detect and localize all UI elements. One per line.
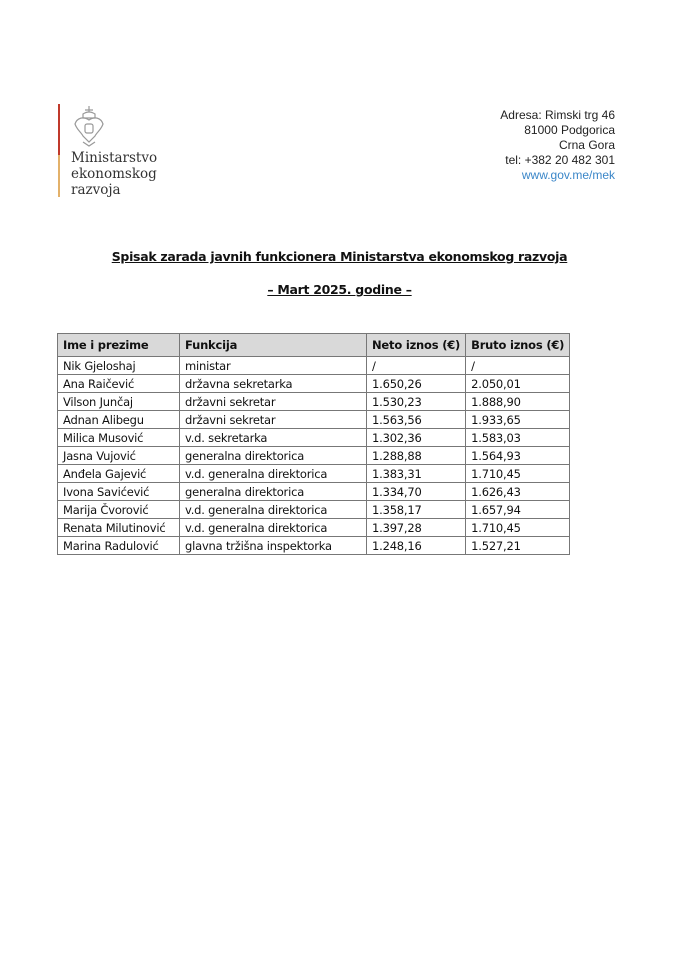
name-cell: Marija Čvorović [58, 501, 180, 519]
document-subtitle: – Mart 2025. godine – [267, 282, 412, 297]
function-cell: generalna direktorica [180, 483, 367, 501]
org-line: ekonomskog [71, 166, 157, 182]
gross-amount-cell: 1.527,21 [466, 537, 570, 555]
name-cell: Marina Radulović [58, 537, 180, 555]
name-cell: Renata Milutinović [58, 519, 180, 537]
column-header: Bruto iznos (€) [466, 334, 570, 357]
function-cell: državni sekretar [180, 393, 367, 411]
function-cell: v.d. generalna direktorica [180, 501, 367, 519]
country-line: Crna Gora [558, 138, 615, 152]
net-amount-cell: 1.334,70 [367, 483, 466, 501]
address-line: Adresa: Rimski trg 46 [500, 108, 615, 122]
gross-amount-cell: 1.564,93 [466, 447, 570, 465]
name-cell: Anđela Gajević [58, 465, 180, 483]
function-cell: generalna direktorica [180, 447, 367, 465]
function-cell: državni sekretar [180, 411, 367, 429]
net-amount-cell: 1.530,23 [367, 393, 466, 411]
net-amount-cell: 1.397,28 [367, 519, 466, 537]
function-cell: ministar [180, 357, 367, 375]
logo-accent-bar [58, 104, 60, 197]
gross-amount-cell: 1.933,65 [466, 411, 570, 429]
net-amount-cell: 1.302,36 [367, 429, 466, 447]
name-cell: Milica Musović [58, 429, 180, 447]
net-amount-cell: 1.563,56 [367, 411, 466, 429]
name-cell: Adnan Alibegu [58, 411, 180, 429]
gross-amount-cell: 2.050,01 [466, 375, 570, 393]
gross-amount-cell: / [466, 357, 570, 375]
column-header: Ime i prezime [58, 334, 180, 357]
function-cell: v.d. sekretarka [180, 429, 367, 447]
table-row [58, 447, 570, 465]
table-row [58, 357, 570, 375]
table-row [58, 465, 570, 483]
name-cell: Nik Gjeloshaj [58, 357, 180, 375]
table-row [58, 375, 570, 393]
postal-line: 81000 Podgorica [524, 123, 615, 137]
org-line: razvoja [71, 182, 121, 198]
table-row [58, 519, 570, 537]
table-row [58, 537, 570, 555]
address-block [500, 108, 615, 183]
net-amount-cell: 1.383,31 [367, 465, 466, 483]
function-cell: v.d. generalna direktorica [180, 519, 367, 537]
net-amount-cell: / [367, 357, 466, 375]
gross-amount-cell: 1.626,43 [466, 483, 570, 501]
name-cell: Vilson Junčaj [58, 393, 180, 411]
table-row [58, 393, 570, 411]
gross-amount-cell: 1.710,45 [466, 519, 570, 537]
column-header: Funkcija [180, 334, 367, 357]
gross-amount-cell: 1.583,03 [466, 429, 570, 447]
table-row [58, 411, 570, 429]
gross-amount-cell: 1.888,90 [466, 393, 570, 411]
table-row [58, 429, 570, 447]
function-cell: glavna tržišna inspektorka [180, 537, 367, 555]
name-cell: Jasna Vujović [58, 447, 180, 465]
org-line: Ministarstvo [71, 150, 158, 166]
net-amount-cell: 1.248,16 [367, 537, 466, 555]
net-amount-cell: 1.650,26 [367, 375, 466, 393]
website-link[interactable]: www.gov.me/mek [521, 168, 615, 182]
net-amount-cell: 1.358,17 [367, 501, 466, 519]
name-cell: Ivona Savićević [58, 483, 180, 501]
ministry-logo-text [71, 150, 157, 198]
table-header-row [58, 334, 570, 357]
function-cell: državna sekretarka [180, 375, 367, 393]
phone-line: tel: +382 20 482 301 [505, 153, 615, 167]
name-cell: Ana Raičević [58, 375, 180, 393]
gross-amount-cell: 1.657,94 [466, 501, 570, 519]
column-header: Neto iznos (€) [367, 334, 466, 357]
gross-amount-cell: 1.710,45 [466, 465, 570, 483]
table-row [58, 483, 570, 501]
coat-of-arms-icon [73, 104, 105, 148]
document-title: Spisak zarada javnih funkcionera Ministarstva ekonomskog razvoja [111, 249, 568, 264]
net-amount-cell: 1.288,88 [367, 447, 466, 465]
salary-table [57, 333, 570, 555]
table-row [58, 501, 570, 519]
function-cell: v.d. generalna direktorica [180, 465, 367, 483]
